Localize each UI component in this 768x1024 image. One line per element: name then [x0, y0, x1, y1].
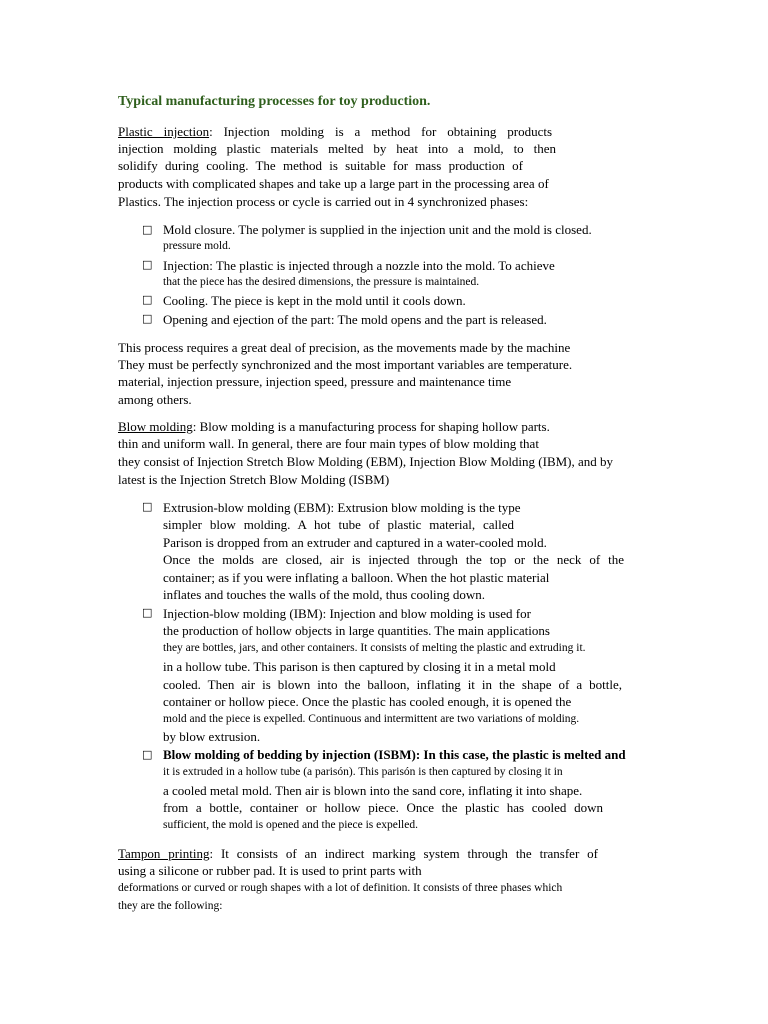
list-item-line: Opening and ejection of the part: The mold opens and the part is released.: [163, 312, 547, 327]
paragraph-line: thin and uniform wall. In general, there are four main types of blow molding that: [118, 436, 539, 451]
list-item-line: inflates and touches the walls of the mold, thus cooling down.: [163, 587, 486, 602]
paragraph-line: solidify during cooling. The method is suitable for mass production of: [118, 158, 523, 173]
list-item-line: Cooling. The piece is kept in the mold until it cools down.: [163, 293, 466, 308]
list-item-line: Injection: The plastic is injected through a nozzle into the mold. To achieve: [163, 258, 555, 273]
paragraph-line: they are the following:: [118, 900, 223, 912]
checkbox-bullet-icon: □: [142, 500, 153, 513]
list-item-line: container; as if you were inflating a balloon. When the hot plastic material: [163, 570, 550, 585]
checkbox-bullet-icon: □: [142, 293, 153, 306]
list-item-line: Mold closure. The polymer is supplied in the injection unit and the mold is closed.: [163, 222, 592, 237]
paragraph-line: deformations or curved or rough shapes with a lot of definition. It consists of three phases which: [118, 882, 563, 894]
paragraph-line: products with complicated shapes and take up a large part in the processing area of: [118, 176, 549, 191]
checkbox-bullet-icon: □: [142, 312, 153, 325]
document-title: Typical manufacturing processes for toy production.: [118, 94, 431, 109]
paragraph-line: latest is the Injection Stretch Blow Molding (ISBM): [118, 472, 390, 487]
paragraph-line: among others.: [118, 392, 192, 407]
list-item-line: it is extruded in a hollow tube (a parisón). This parisón is then captured by closing it in: [163, 766, 563, 778]
checkbox-bullet-icon: □: [142, 258, 153, 271]
checkbox-bullet-icon: □: [142, 748, 153, 761]
section-term: Blow molding: [118, 419, 193, 434]
list-item-line: Blow molding of bedding by injection (ISBM): In this case, the plastic is melted and: [163, 747, 626, 762]
list-item-line: Parison is dropped from an extruder and captured in a water-cooled mold.: [163, 535, 547, 550]
list-item-line: that the piece has the desired dimensions, the pressure is maintained.: [163, 276, 480, 288]
list-item-line: pressure mold.: [163, 240, 231, 252]
paragraph-line: Tampon printing: It consists of an indirect marking system through the transfer of: [118, 846, 598, 861]
paragraph-line: They must be perfectly synchronized and the most important variables are temperature.: [118, 357, 573, 372]
paragraph-line: material, injection pressure, injection speed, pressure and maintenance time: [118, 374, 512, 389]
section-term: Tampon printing: [118, 846, 210, 861]
checkbox-bullet-icon: □: [142, 606, 153, 619]
list-item-line: in a hollow tube. This parison is then captured by closing it in a metal mold: [163, 659, 556, 674]
list-item-line: a cooled metal mold. Then air is blown into the sand core, inflating it into shape.: [163, 783, 583, 798]
paragraph-line: injection molding plastic materials melted by heat into a mold, to then: [118, 141, 556, 156]
section-term: Plastic injection: [118, 124, 210, 139]
list-item-line: simpler blow molding. A hot tube of plastic material, called: [163, 517, 514, 532]
list-item-line: by blow extrusion.: [163, 729, 261, 744]
list-item-line: container or hollow piece. Once the plastic has cooled enough, it is opened the: [163, 694, 572, 709]
paragraph-line: they consist of Injection Stretch Blow Molding (EBM), Injection Blow Molding (IBM), and by: [118, 454, 614, 469]
list-item-line: mold and the piece is expelled. Continuous and intermittent are two variations of molding.: [163, 713, 580, 725]
paragraph-line: Plastic injection: Injection molding is a method for obtaining products: [118, 124, 553, 139]
paragraph-line: Blow molding: Blow molding is a manufacturing process for shaping hollow parts.: [118, 419, 550, 434]
paragraph-line: This process requires a great deal of precision, as the movements made by the machine: [118, 340, 571, 355]
list-item-line: Injection-blow molding (IBM): Injection and blow molding is used for: [163, 606, 531, 621]
list-item-line: sufficient, the mold is opened and the piece is expelled.: [163, 819, 418, 831]
list-item-line: Extrusion-blow molding (EBM): Extrusion blow molding is the type: [163, 500, 521, 515]
list-item-line: they are bottles, jars, and other containers. It consists of melting the plastic and extruding it.: [163, 642, 586, 654]
list-item-line: cooled. Then air is blown into the balloon, inflating it in the shape of a bottle,: [163, 677, 622, 692]
checkbox-bullet-icon: □: [142, 223, 153, 236]
list-item-line: the production of hollow objects in large quantities. The main applications: [163, 623, 550, 638]
paragraph-line: Plastics. The injection process or cycle is carried out in 4 synchronized phases:: [118, 194, 529, 209]
paragraph-line: using a silicone or rubber pad. It is used to print parts with: [118, 863, 422, 878]
list-item-line: from a bottle, container or hollow piece. Once the plastic has cooled down: [163, 800, 603, 815]
list-item-line: Once the molds are closed, air is injected through the top or the neck of the: [163, 552, 624, 567]
